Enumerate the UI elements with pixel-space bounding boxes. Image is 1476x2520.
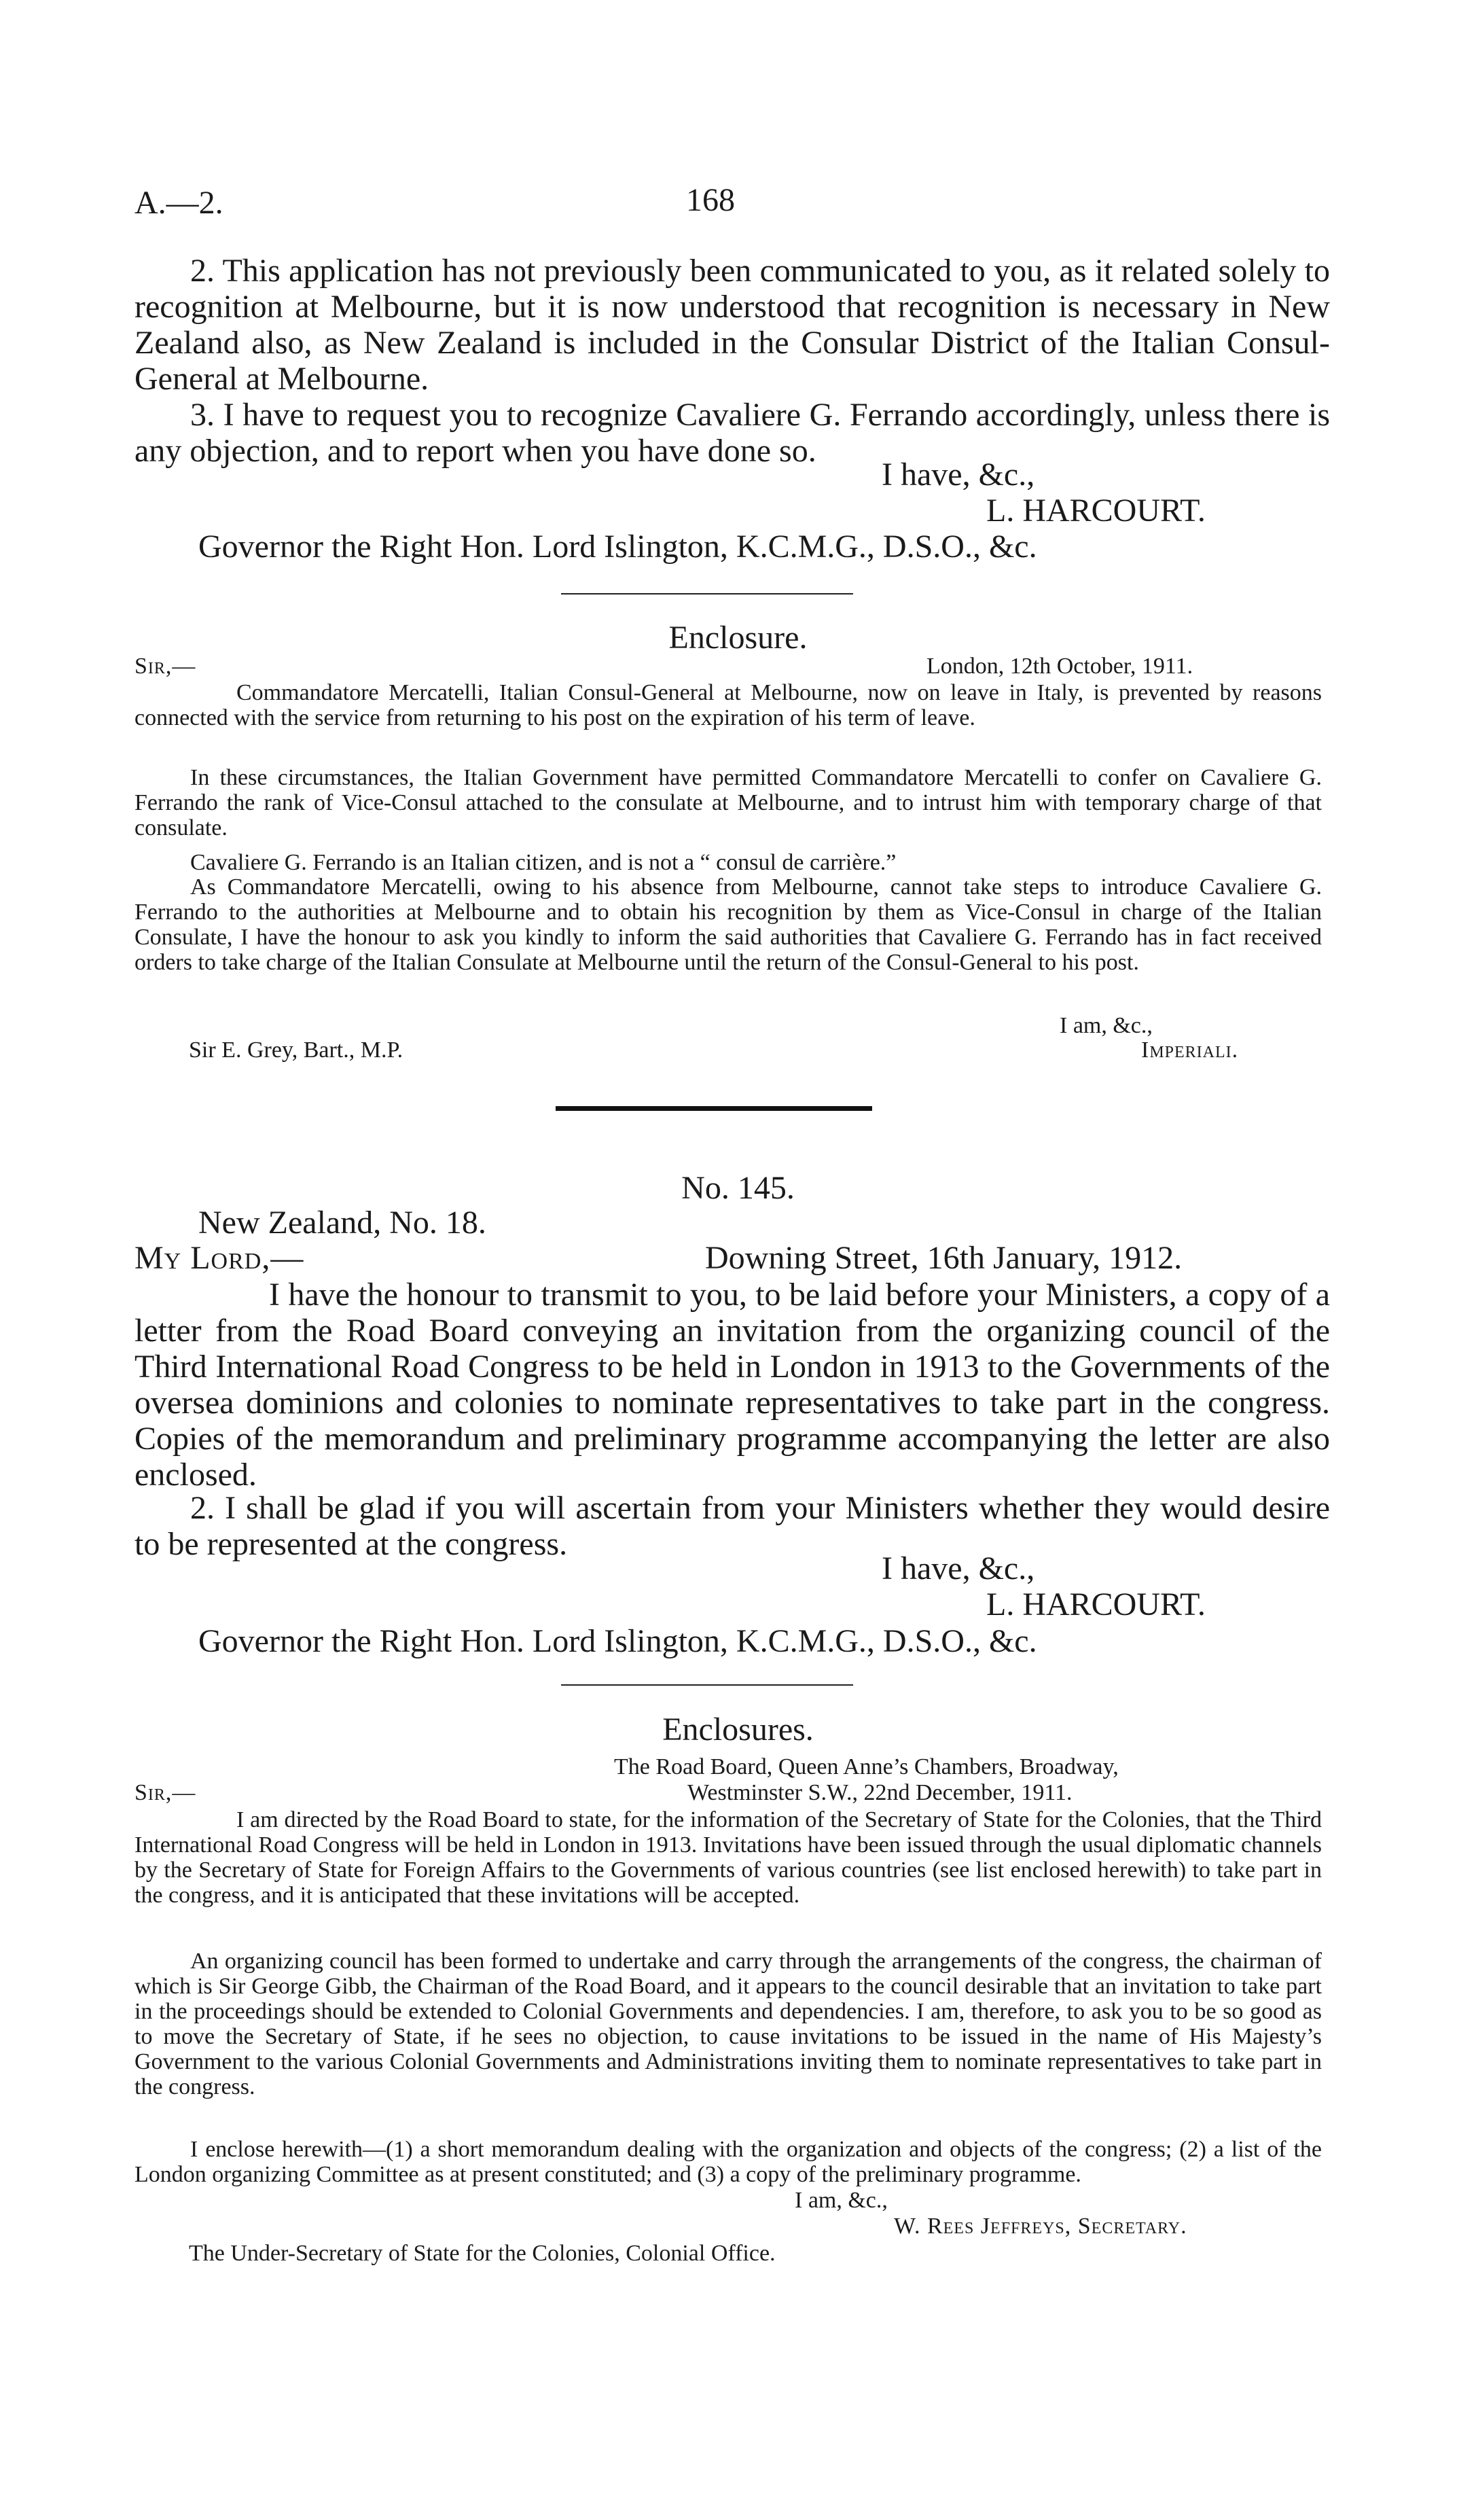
enclosure2-paragraph-2: An organizing council has been formed to undertake and carry through the arrangements of the congress, the chairman of which is Sir George Gibb, the Chairman of the Road Board, and it appears to the council desirable that an invitation to take part in the proceedings should be extended to Colonial Governments and dependencies. I am, therefore, to ask you to be so good as to move the Secretary of State, if he sees no objection, to cause invitations to be issued in the name of His Majesty’s Government to the various Colonial Governments and Administrations inviting them to nominate representatives to take part in the congress.	[134, 1949, 1322, 2099]
enclosure2-signature: W. Rees Jeffreys, Secretary.	[894, 2214, 1187, 2239]
letter1-signature: L. HARCOURT.	[986, 493, 1206, 529]
enclosure1-salutation: Sir,—	[134, 654, 196, 679]
letter1-addressee: Governor the Right Hon. Lord Islington, K.C.M.G., D.S.O., &c.	[198, 529, 1037, 565]
enclosure1-signature: Imperiali.	[1141, 1037, 1239, 1063]
enclosure2-salutation: Sir,—	[134, 1780, 196, 1805]
letter1-paragraph-2: 2. This application has not previously been communicated to you, as it related solely to recognition at Melbourne, but it is now understood that recognition is necessary in New Zealand also, as New Zealand is included in the Consular District of the Italian Consul-General at Melbourne.	[134, 253, 1330, 397]
enclosure1-paragraph-1: Commandatore Mercatelli, Italian Consul-General at Melbourne, now on leave in Italy, is prevented by reasons connected with the service from returning to his post on the expiration of his term of leave.	[134, 680, 1322, 730]
section-divider	[561, 593, 853, 594]
letter2-reference: New Zealand, No. 18.	[198, 1205, 486, 1241]
enclosure2-paragraph-3: I enclose herewith—(1) a short memorandum dealing with the organization and objects of the congress; (2) a list of the London organizing Committee as at present constituted; and (3) a copy of the preliminary programme.	[134, 2137, 1322, 2187]
letter2-closing: I have, &c.,	[882, 1550, 1035, 1586]
page-number: 168	[686, 182, 735, 218]
letter2-number: No. 145.	[681, 1170, 795, 1206]
enclosure1-date: London, 12th October, 1911.	[926, 654, 1193, 679]
enclosures-heading: Enclosures.	[662, 1711, 814, 1747]
enclosure1-paragraph-2: In these circumstances, the Italian Government have permitted Commandatore Mercatelli to confer on Cavaliere G. Ferrando the rank of Vice-Consul attached to the consulate at Melbourne, and to intrust him with temporary charge of that consulate.	[134, 765, 1322, 840]
enclosure-heading: Enclosure.	[668, 620, 808, 656]
letter2-salutation: My Lord,—	[134, 1240, 304, 1276]
letter1-paragraph-3: 3. I have to request you to recognize Cavaliere G. Ferrando accordingly, unless there is any objection, and to report when you have done so.	[134, 397, 1330, 469]
document-reference: A.—2.	[134, 185, 223, 221]
enclosure1-closing: I am, &c.,	[1060, 1013, 1153, 1038]
letter2-signature: L. HARCOURT.	[986, 1586, 1206, 1622]
letter1-closing: I have, &c.,	[882, 457, 1035, 493]
enclosure1-paragraph-4: As Commandatore Mercatelli, owing to his absence from Melbourne, cannot take steps to introduce Cavaliere G. Ferrando to the authorities at Melbourne and to obtain his recognition by them as Vice-Consul in charge of the Italian Consulate, I have the honour to ask you kindly to inform the said authorities that Cavaliere G. Ferrando has in fact received orders to take charge of the Italian Consulate at Melbourne until the return of the Consul-General to his post.	[134, 874, 1322, 975]
enclosure2-address-line2: Westminster S.W., 22nd December, 1911.	[687, 1780, 1073, 1805]
section-divider	[561, 1684, 853, 1686]
enclosure1-paragraph-3: Cavaliere G. Ferrando is an Italian citizen, and is not a “ consul de carrière.”	[190, 850, 897, 875]
letter2-addressee: Governor the Right Hon. Lord Islington, K.C.M.G., D.S.O., &c.	[198, 1623, 1037, 1659]
enclosure2-closing: I am, &c.,	[795, 2188, 888, 2213]
section-divider-thick	[556, 1106, 872, 1111]
letter2-date: Downing Street, 16th January, 1912.	[705, 1240, 1183, 1276]
enclosure2-address-line1: The Road Board, Queen Anne’s Chambers, Broadway,	[614, 1754, 1119, 1779]
letter2-paragraph-1: I have the honour to transmit to you, to be laid before your Ministers, a copy of a letter from the Road Board conveying an invitation from the organizing council of the Third International Road Congress to be held in London in 1913 to the Governments of the oversea dominions and colonies to nominate representatives to take part in the congress. Copies of the memorandum and preliminary programme accompanying the letter are also enclosed.	[134, 1277, 1330, 1493]
enclosure2-addressee: The Under-Secretary of State for the Colonies, Colonial Office.	[189, 2241, 776, 2266]
enclosure1-addressee: Sir E. Grey, Bart., M.P.	[189, 1037, 403, 1063]
enclosure2-paragraph-1: I am directed by the Road Board to state, for the information of the Secretary of State for the Colonies, that the Third International Road Congress will be held in London in 1913. Invitations have been issued through the usual diplomatic channels by the Secretary of State for Foreign Affairs to the Governments of various countries (see list enclosed herewith) to take part in the congress, and it is anticipated that these invitations will be accepted.	[134, 1807, 1322, 1908]
letter2-paragraph-2: 2. I shall be glad if you will ascertain from your Ministers whether they would desire to be represented at the congress.	[134, 1490, 1330, 1562]
